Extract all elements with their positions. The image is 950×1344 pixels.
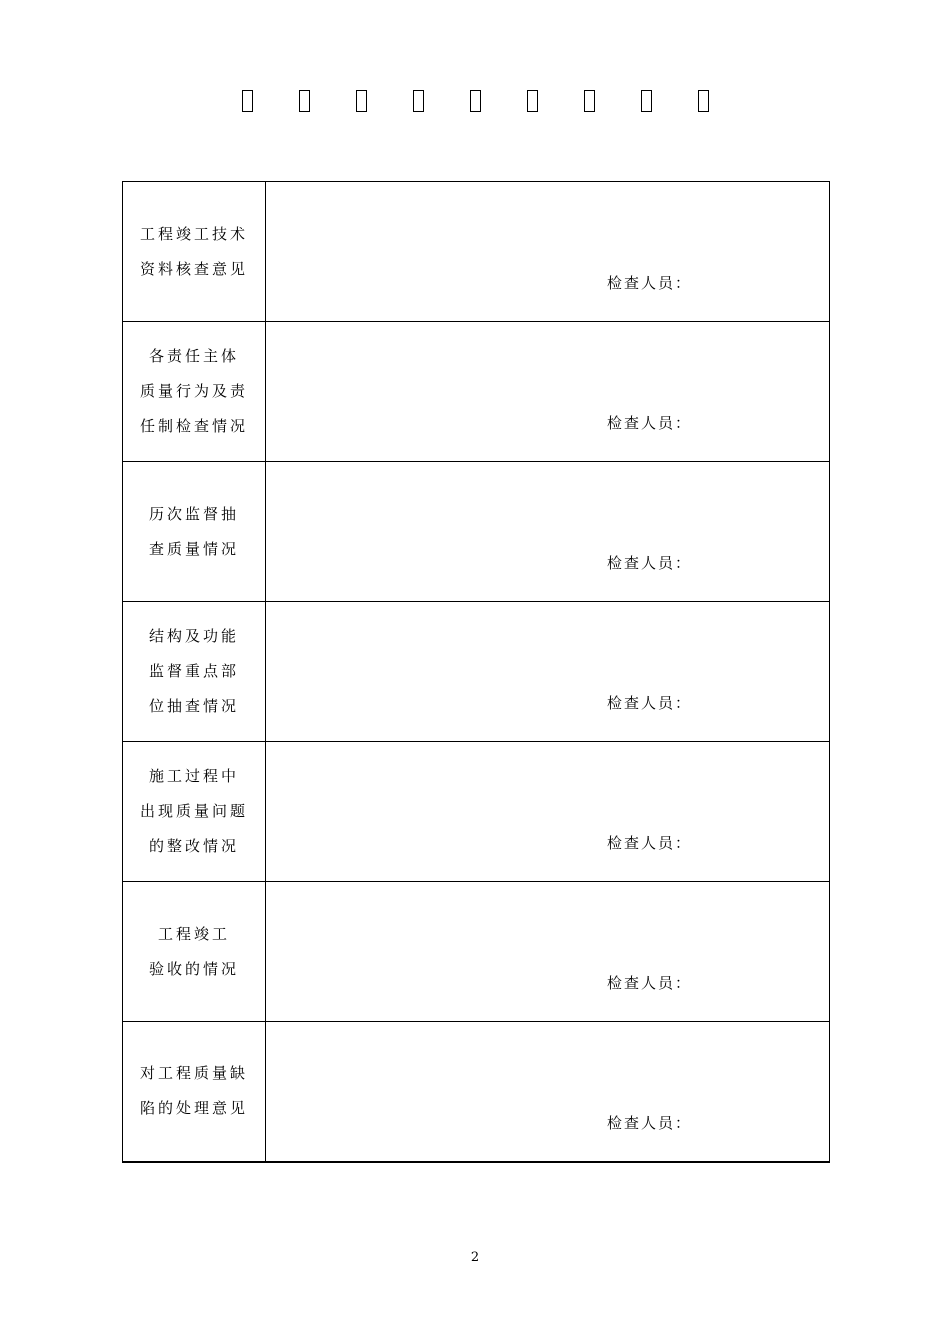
missing-glyph-box — [413, 90, 424, 112]
table-row — [123, 882, 830, 1022]
inspector-label: 检查人员： — [607, 274, 693, 292]
row-label-cell — [123, 322, 266, 462]
row-label-line: 陷的处理意见 — [139, 1099, 248, 1118]
row-label-line: 工程竣工技术 — [139, 224, 248, 243]
row-label-cell — [123, 182, 266, 322]
missing-glyph-box — [641, 90, 652, 112]
row-content-cell[interactable] — [266, 1022, 830, 1162]
row-content-cell[interactable] — [266, 602, 830, 742]
missing-glyph-box — [356, 90, 367, 112]
row-label-line: 历次监督抽 — [148, 504, 239, 523]
inspector-label: 检查人员： — [607, 694, 693, 712]
row-label-cell — [123, 462, 266, 602]
row-label-cell — [123, 882, 266, 1022]
row-label-line: 结构及功能 — [148, 627, 239, 645]
missing-glyph-box — [527, 90, 538, 112]
row-label-line: 工程竣工 — [157, 924, 230, 943]
row-label-line: 查质量情况 — [148, 539, 239, 558]
row-label-line: 任制检查情况 — [139, 417, 248, 435]
row-label-line: 质量行为及责 — [139, 382, 248, 400]
row-label-line: 监督重点部 — [148, 662, 239, 680]
row-label-cell — [123, 602, 266, 742]
table-row — [123, 462, 830, 602]
table-row — [123, 742, 830, 882]
missing-glyph-box — [470, 90, 481, 112]
row-label-line: 施工过程中 — [148, 767, 239, 785]
inspector-label: 检查人员： — [607, 414, 693, 432]
row-label-line: 位抽查情况 — [148, 697, 239, 715]
table-row — [123, 182, 830, 322]
inspector-label: 检查人员： — [607, 554, 693, 572]
missing-glyph-box — [698, 90, 709, 112]
row-label-cell — [123, 742, 266, 882]
row-label-line: 的整改情况 — [148, 837, 239, 855]
inspector-label: 检查人员： — [607, 1113, 693, 1132]
row-content-cell[interactable] — [266, 882, 830, 1022]
table-row — [123, 1022, 830, 1162]
missing-glyph-box — [584, 90, 595, 112]
row-label-line: 出现质量问题 — [139, 802, 248, 820]
inspector-label: 检查人员： — [607, 834, 693, 852]
table-row — [123, 322, 830, 462]
page-number: 2 — [470, 1250, 480, 1265]
table-row — [123, 602, 830, 742]
row-content-cell[interactable] — [266, 182, 830, 322]
row-label-line: 对工程质量缺 — [139, 1064, 248, 1083]
row-label-cell — [123, 1022, 266, 1162]
inspection-form-table — [122, 181, 830, 1163]
inspector-label: 检查人员： — [607, 974, 693, 992]
missing-glyph-box — [299, 90, 310, 112]
row-content-cell[interactable] — [266, 462, 830, 602]
row-content-cell[interactable] — [266, 742, 830, 882]
page-title — [0, 84, 950, 118]
row-content-cell[interactable] — [266, 322, 830, 462]
missing-glyph-box — [242, 90, 253, 112]
row-label-line: 验收的情况 — [148, 959, 239, 978]
row-label-line: 各责任主体 — [148, 347, 239, 365]
row-label-line: 资料核查意见 — [139, 259, 248, 278]
